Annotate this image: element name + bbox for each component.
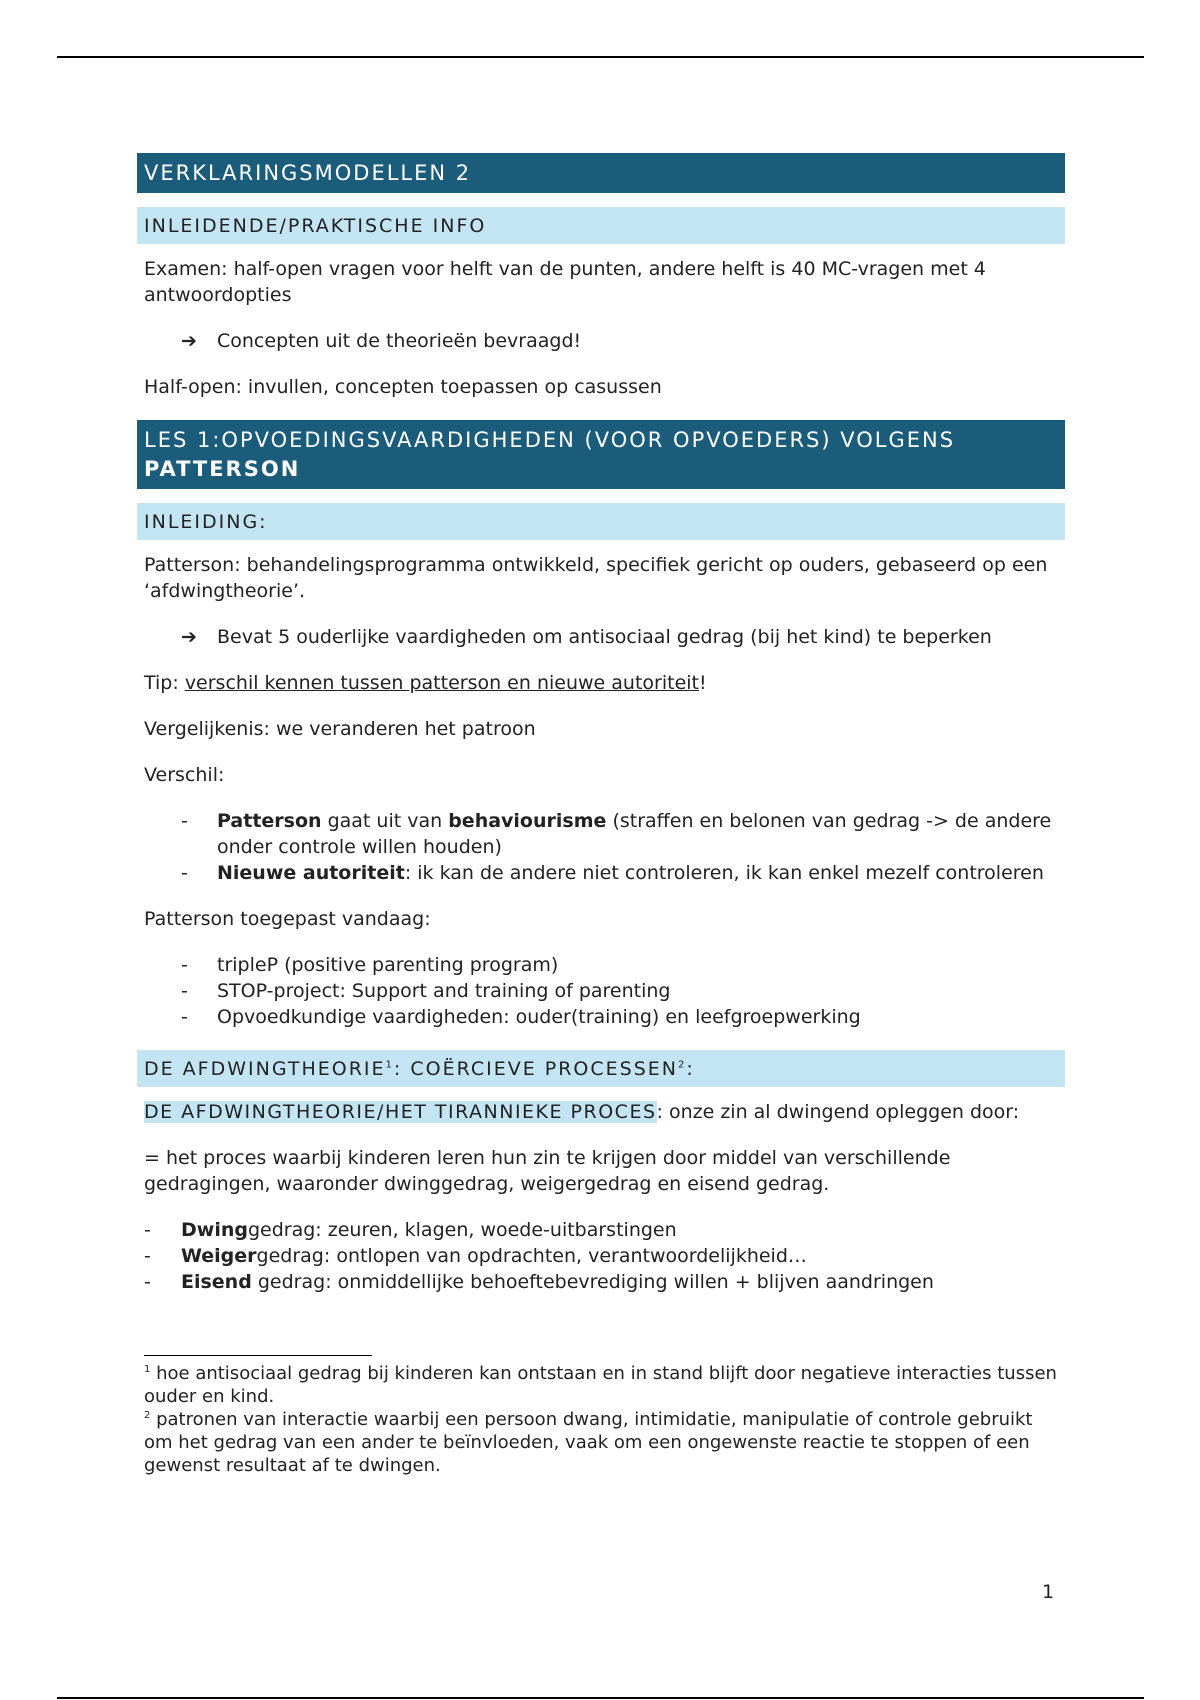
footnote-number: 1 xyxy=(144,1364,151,1375)
dash-bullet: - xyxy=(144,1219,151,1241)
verschil-label: Verschil: xyxy=(144,764,225,786)
tip-label: Tip: xyxy=(144,672,185,694)
footnote-ref-2[interactable]: 2 xyxy=(678,1059,687,1071)
arrow-text: Bevat 5 ouderlijke vaardigheden om antisociaal gedrag (bij het kind) te beperken xyxy=(217,626,992,648)
tiranniek-paragraph xyxy=(137,1099,1065,1125)
arrow-text: Concepten uit de theorieën bevraagd! xyxy=(217,330,582,352)
item-bold: Dwing xyxy=(181,1219,248,1241)
tip-underlined: verschil kennen tussen patterson en nieuwe autoriteit xyxy=(184,672,699,694)
tip-end: ! xyxy=(699,672,707,694)
item-text: (straffen en belonen van gedrag -> de andere onder controle willen houden) xyxy=(217,810,1052,858)
footnote-2 xyxy=(137,1408,1065,1477)
heading-text: : COËRCIEVE PROCESSEN xyxy=(393,1058,678,1080)
item-text: : ik kan de andere niet controleren, ik kan enkel mezelf controleren xyxy=(404,862,1044,884)
item-bold: Patterson xyxy=(217,810,322,832)
item-text: gedrag: ontlopen van opdrachten, verantwoordelijkheid… xyxy=(256,1245,807,1267)
footnote-separator xyxy=(144,1355,372,1356)
vergelijkenis-paragraph: Vergelijkenis: we veranderen het patroon xyxy=(144,718,536,740)
gedrag-list xyxy=(137,1217,1065,1295)
list-item xyxy=(137,1004,1065,1030)
list-item xyxy=(137,1217,1065,1243)
page-number: 1 xyxy=(1042,1581,1055,1603)
arrow-bullet xyxy=(137,328,1065,354)
list-item xyxy=(137,860,1065,886)
item-text: Opvoedkundige vaardigheden: ouder(training) en leefgroepwerking xyxy=(217,1006,861,1028)
footnote-text: hoe antisociaal gedrag bij kinderen kan ontstaan en in stand blijft door negatieve interacties tussen ouder en kind. xyxy=(144,1363,1057,1407)
item-bold: behaviourisme xyxy=(448,810,607,832)
list-item xyxy=(137,1243,1065,1269)
tip-paragraph xyxy=(137,670,1065,696)
item-text: gedrag: zeuren, klagen, woede-uitbarstingen xyxy=(247,1219,677,1241)
dash-bullet: - xyxy=(144,1245,151,1267)
footnote-1 xyxy=(137,1362,1065,1408)
highlight-rest: : onze zin al dwingend opleggen door: xyxy=(656,1101,1020,1123)
item-bold: Eisend xyxy=(181,1271,252,1293)
dash-bullet: - xyxy=(181,1006,188,1028)
exam-paragraph: Examen: half-open vragen voor helft van de punten, andere helft is 40 MC-vragen met 4 antwoordopties xyxy=(144,258,986,306)
arrow-icon: ➔ xyxy=(181,330,197,352)
footnote-number: 2 xyxy=(144,1410,151,1421)
verschil-list xyxy=(137,808,1065,886)
item-text: STOP-project: Support and training of parenting xyxy=(217,980,671,1002)
highlighted-term: DE AFDWINGTHEORIE/HET TIRANNIEKE PROCES xyxy=(144,1101,657,1123)
les1-heading-main: LES 1:OPVOEDINGSVAARDIGHEDEN (VOOR OPVOEDERS) VOLGENS xyxy=(144,428,956,452)
list-item xyxy=(137,1269,1065,1295)
dash-bullet: - xyxy=(144,1271,151,1293)
dash-bullet: - xyxy=(181,862,188,884)
item-text: gedrag: onmiddellijke behoeftebevrediging willen + blijven aandringen xyxy=(251,1271,934,1293)
halfopen-paragraph: Half-open: invullen, concepten toepassen op casussen xyxy=(144,376,662,398)
patterson-paragraph: Patterson: behandelingsprogramma ontwikkeld, specifiek gericht op ouders, gebaseerd op een ‘afdwingtheorie’. xyxy=(144,554,1048,602)
dash-bullet: - xyxy=(181,810,188,832)
toegepast-list xyxy=(137,952,1065,1030)
dash-bullet: - xyxy=(181,980,188,1002)
arrow-icon: ➔ xyxy=(181,626,197,648)
list-item xyxy=(137,808,1065,860)
item-text: gaat uit van xyxy=(321,810,449,832)
item-bold: Weiger xyxy=(181,1245,257,1267)
les1-heading xyxy=(137,420,1065,489)
title-heading: VERKLARINGSMODELLEN 2 xyxy=(137,153,1065,193)
afdwing-heading xyxy=(137,1050,1065,1087)
list-item xyxy=(137,978,1065,1004)
item-bold: Nieuwe autoriteit xyxy=(217,862,405,884)
les1-heading-bold: PATTERSON xyxy=(144,457,301,481)
intro-heading: INLEIDENDE/PRAKTISCHE INFO xyxy=(137,207,1065,244)
dash-bullet: - xyxy=(181,954,188,976)
footnote-text: patronen van interactie waarbij een persoon dwang, intimidatie, manipulatie of controle gebruikt om het gedrag van een ander te beïnvloeden, vaak om een ongewenste reactie te stoppen of een gewenst resultaat af te dwingen. xyxy=(144,1409,1033,1476)
item-text: tripleP (positive parenting program) xyxy=(217,954,559,976)
toegepast-label: Patterson toegepast vandaag: xyxy=(144,908,431,930)
footnote-ref-1[interactable]: 1 xyxy=(385,1059,394,1071)
arrow-bullet xyxy=(137,624,1065,650)
header-rule xyxy=(57,56,1144,58)
inleiding-heading: INLEIDING: xyxy=(137,503,1065,540)
heading-text: DE AFDWINGTHEORIE xyxy=(144,1058,386,1080)
footer-rule xyxy=(57,1697,1144,1699)
heading-text: : xyxy=(686,1058,695,1080)
list-item xyxy=(137,952,1065,978)
document-body xyxy=(137,153,1065,1477)
definition-paragraph: = het proces waarbij kinderen leren hun zin te krijgen door middel van verschillende gedragingen, waaronder dwinggedrag, weigergedrag en eisend gedrag. xyxy=(144,1147,951,1195)
